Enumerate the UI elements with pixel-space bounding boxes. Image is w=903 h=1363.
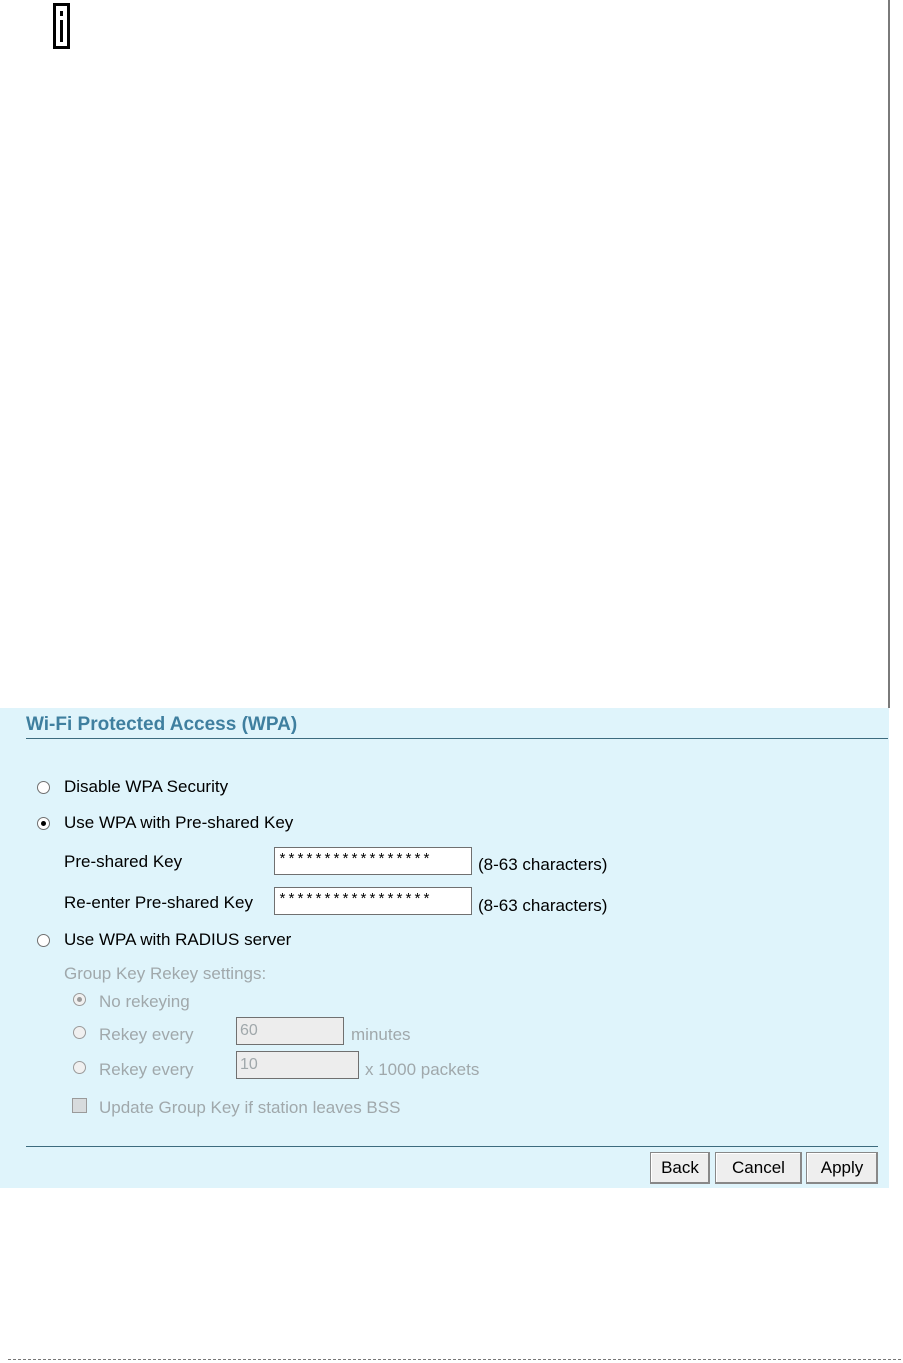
rekey-packets-radio[interactable] bbox=[73, 1061, 86, 1074]
page-footer-rule bbox=[8, 1359, 901, 1360]
update-group-key-checkbox[interactable] bbox=[72, 1098, 87, 1113]
rekey-packets-unit: x 1000 packets bbox=[365, 1060, 480, 1079]
psk-label: Use WPA with Pre-shared Key bbox=[64, 813, 294, 832]
rekey-minutes-radio[interactable] bbox=[73, 1026, 86, 1039]
rekey-minutes-unit: minutes bbox=[351, 1025, 411, 1044]
rekey-minutes-label: Rekey every bbox=[99, 1025, 194, 1044]
cancel-button[interactable]: Cancel bbox=[715, 1152, 802, 1184]
page-right-rule bbox=[888, 0, 890, 708]
info-icon bbox=[53, 3, 70, 49]
wpa-settings-panel bbox=[0, 708, 889, 1188]
psk-radio[interactable] bbox=[37, 817, 50, 830]
apply-button[interactable]: Apply bbox=[806, 1152, 878, 1184]
radius-label: Use WPA with RADIUS server bbox=[64, 930, 292, 949]
no-rekeying-label: No rekeying bbox=[99, 992, 190, 1011]
psk-reenter-hint: (8-63 characters) bbox=[478, 896, 608, 915]
psk-reenter-input[interactable]: ***************** bbox=[274, 887, 472, 915]
rekey-packets-label: Rekey every bbox=[99, 1060, 194, 1079]
title-divider bbox=[26, 738, 888, 739]
footer-divider bbox=[26, 1146, 878, 1147]
psk-key-label: Pre-shared Key bbox=[64, 852, 183, 871]
radius-radio[interactable] bbox=[37, 934, 50, 947]
back-button[interactable]: Back bbox=[650, 1152, 710, 1184]
update-group-key-label: Update Group Key if station leaves BSS bbox=[99, 1098, 401, 1117]
psk-key-input[interactable]: ***************** bbox=[274, 847, 472, 875]
psk-key-hint: (8-63 characters) bbox=[478, 855, 608, 874]
psk-reenter-label: Re-enter Pre-shared Key bbox=[64, 893, 253, 912]
rekey-section-label: Group Key Rekey settings: bbox=[64, 964, 267, 983]
disable-wpa-label: Disable WPA Security bbox=[64, 777, 229, 796]
disable-wpa-radio[interactable] bbox=[37, 781, 50, 794]
rekey-packets-input[interactable]: 10 bbox=[236, 1051, 359, 1079]
rekey-minutes-input[interactable]: 60 bbox=[236, 1017, 344, 1045]
no-rekeying-radio[interactable] bbox=[73, 993, 86, 1006]
panel-title: Wi-Fi Protected Access (WPA) bbox=[26, 714, 298, 735]
